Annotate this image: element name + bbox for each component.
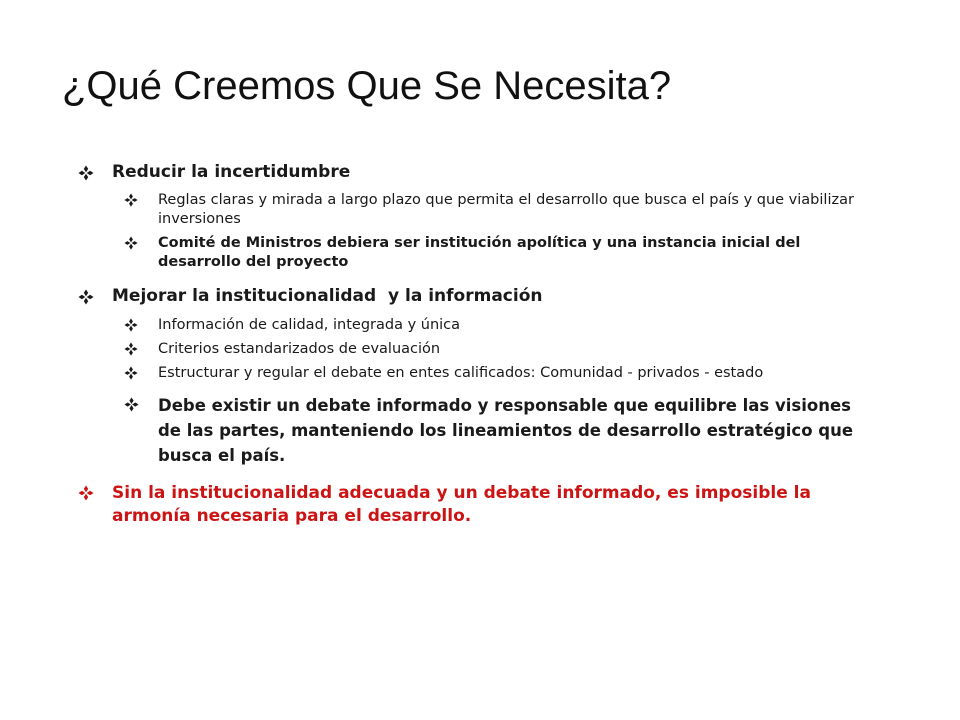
list-item-text: Debe existir un debate informado y responsable que equilibre las visiones de las partes, manteniendo los lineamientos de desarrollo estratégico que busca el país. [158,396,854,465]
four-diamond-bullet-icon [124,342,138,356]
four-diamond-bullet-icon [124,397,139,412]
list-item-text: Información de calidad, integrada y única [158,317,461,333]
list-item-criterios [124,340,868,359]
four-diamond-bullet-icon [124,366,138,380]
section-heading: Reducir la incertidumbre [112,162,351,182]
four-diamond-bullet-icon [78,485,94,501]
list-item-informacion-calidad [124,316,868,335]
list-item-text: Reglas claras y mirada a largo plazo que permita el desarrollo que busca el país y que viabilizar inversiones [158,192,854,227]
list-item-text: Comité de Ministros debiera ser institución apolítica y una instancia inicial del desarrollo del proyecto [158,235,801,270]
section-heading: Mejorar la institucionalidad y la información [112,286,543,306]
list-item-debate-informado [124,393,868,468]
section-reducir-incertidumbre [78,162,868,183]
list-item-text: Criterios estandarizados de evaluación [158,341,441,357]
slide-title: ¿Qué Creemos Que Se Necesita? [62,64,672,108]
list-item-reglas-claras [124,191,868,229]
four-diamond-bullet-icon [124,318,138,332]
list-item-text: Estructurar y regular el debate en entes calificados: Comunidad - privados - estado [158,365,764,381]
four-diamond-bullet-icon [78,289,94,305]
conclusion-statement [78,482,868,528]
section-mejorar-institucionalidad [78,286,868,307]
four-diamond-bullet-icon [124,193,138,207]
four-diamond-bullet-icon [124,236,138,250]
list-item-comite-ministros [124,234,868,272]
list-item-estructurar-debate [124,364,868,383]
four-diamond-bullet-icon [78,165,94,181]
conclusion-text: Sin la institucionalidad adecuada y un debate informado, es imposible la armonía necesaria para el desarrollo. [112,483,811,526]
slide-content [78,162,868,528]
